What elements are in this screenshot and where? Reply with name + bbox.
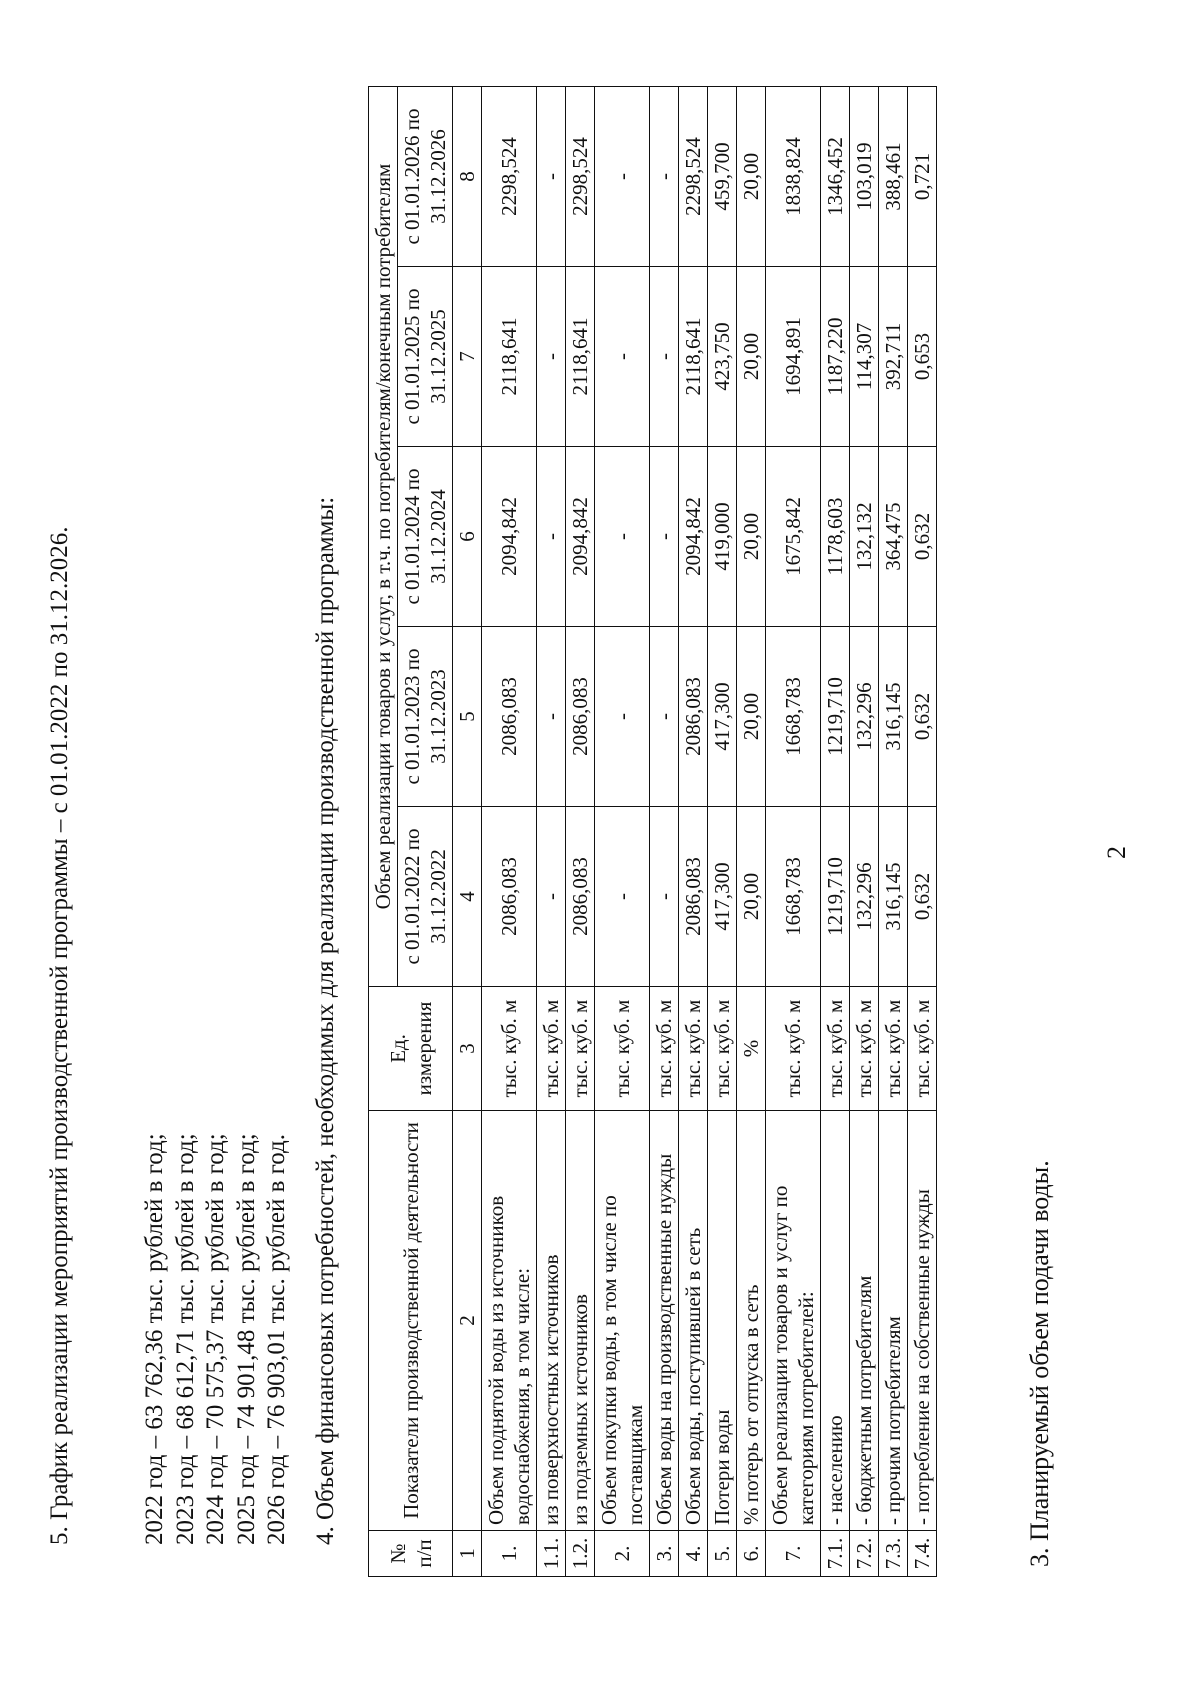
row-unit: % bbox=[737, 987, 766, 1111]
row-value: 2094,842 bbox=[679, 447, 708, 627]
row-value: 132,296 bbox=[850, 807, 879, 987]
row-value: - bbox=[595, 267, 650, 447]
table-row bbox=[482, 87, 537, 1577]
row-value: - bbox=[650, 447, 679, 627]
row-indicator: Объем поднятой воды из источников водоснабжения, в том числе: bbox=[482, 1111, 537, 1531]
table-row bbox=[850, 87, 879, 1577]
row-indicator: из подземных источников bbox=[566, 1111, 595, 1531]
row-indicator: Объем воды на производственные нужды bbox=[650, 1111, 679, 1531]
row-unit: тыс. куб. м bbox=[679, 987, 708, 1111]
row-value: 316,145 bbox=[879, 627, 908, 807]
row-unit: тыс. куб. м bbox=[850, 987, 879, 1111]
page-number: 2 bbox=[1102, 846, 1131, 859]
table-row bbox=[566, 87, 595, 1577]
row-value: - bbox=[537, 627, 566, 807]
table-header-row bbox=[369, 87, 398, 1577]
row-value: 2118,641 bbox=[679, 267, 708, 447]
row-value: - bbox=[650, 267, 679, 447]
col-number: 5 bbox=[453, 627, 482, 807]
row-value: 20,00 bbox=[737, 807, 766, 987]
row-unit: тыс. куб. м bbox=[879, 987, 908, 1111]
row-value: 459,700 bbox=[708, 87, 737, 267]
row-value: 2086,083 bbox=[482, 627, 537, 807]
row-indicator: - прочим потребителям bbox=[879, 1111, 908, 1531]
row-value: 114,307 bbox=[850, 267, 879, 447]
section-3-title: 3. Планируемый объем подачи воды. bbox=[1025, 1160, 1054, 1567]
header-period: с 01.01.2024 по 31.12.2024 bbox=[398, 447, 453, 627]
row-number: 5. bbox=[708, 1531, 737, 1577]
row-value: 103,019 bbox=[850, 87, 879, 267]
row-number: 7.2. bbox=[850, 1531, 879, 1577]
row-indicator: Объем покупки воды, в том числе по поставщикам bbox=[595, 1111, 650, 1531]
row-value: 0,632 bbox=[908, 447, 937, 627]
header-group: Объем реализации товаров и услуг, в т.ч. по потребителям/конечным потребителям bbox=[369, 87, 398, 987]
row-value: 1178,603 bbox=[821, 447, 850, 627]
header-unit: Ед. измерения bbox=[369, 987, 453, 1111]
table-row bbox=[650, 87, 679, 1577]
row-value: - bbox=[595, 447, 650, 627]
row-unit: тыс. куб. м bbox=[650, 987, 679, 1111]
water-supply-table bbox=[368, 86, 937, 1577]
row-value: 417,300 bbox=[708, 627, 737, 807]
row-value: 132,296 bbox=[850, 627, 879, 807]
row-value: 1694,891 bbox=[766, 267, 821, 447]
row-unit: тыс. куб. м bbox=[708, 987, 737, 1111]
row-unit: тыс. куб. м bbox=[766, 987, 821, 1111]
table-body bbox=[482, 87, 937, 1577]
row-value: - bbox=[595, 807, 650, 987]
row-number: 1.1. bbox=[537, 1531, 566, 1577]
row-number: 6. bbox=[737, 1531, 766, 1577]
header-indicator: Показатели производственной деятельности bbox=[369, 1111, 453, 1531]
row-value: 20,00 bbox=[737, 87, 766, 267]
row-indicator: - потребление на собственные нужды bbox=[908, 1111, 937, 1531]
row-value: 417,300 bbox=[708, 807, 737, 987]
header-period: с 01.01.2023 по 31.12.2023 bbox=[398, 627, 453, 807]
row-value: 1675,842 bbox=[766, 447, 821, 627]
row-unit: тыс. куб. м bbox=[908, 987, 937, 1111]
row-value: - bbox=[595, 627, 650, 807]
table-row bbox=[908, 87, 937, 1577]
row-indicator: Объем воды, поступившей в сеть bbox=[679, 1111, 708, 1531]
row-value: 2118,641 bbox=[566, 267, 595, 447]
row-value: 1838,824 bbox=[766, 87, 821, 267]
row-value: 1346,452 bbox=[821, 87, 850, 267]
row-value: 132,132 bbox=[850, 447, 879, 627]
financial-need-line: 2025 год – 74 901,48 тыс. рублей в год; bbox=[232, 1133, 260, 1545]
col-number: 4 bbox=[453, 807, 482, 987]
row-indicator: из поверхностных источников bbox=[537, 1111, 566, 1531]
row-value: 2086,083 bbox=[566, 627, 595, 807]
row-indicator: % потерь от отпуска в сеть bbox=[737, 1111, 766, 1531]
row-value: 2118,641 bbox=[482, 267, 537, 447]
header-num: № п/п bbox=[369, 1531, 453, 1577]
row-value: 419,000 bbox=[708, 447, 737, 627]
row-value: 0,632 bbox=[908, 627, 937, 807]
row-value: - bbox=[537, 447, 566, 627]
row-value: 2086,083 bbox=[679, 807, 708, 987]
row-value: 392,711 bbox=[879, 267, 908, 447]
row-number: 1. bbox=[482, 1531, 537, 1577]
row-value: 0,721 bbox=[908, 87, 937, 267]
row-value: 2086,083 bbox=[679, 627, 708, 807]
financial-need-line: 2022 год – 63 762,36 тыс. рублей в год; bbox=[141, 1133, 168, 1545]
table-row bbox=[679, 87, 708, 1577]
row-value: - bbox=[537, 267, 566, 447]
row-value: 20,00 bbox=[737, 267, 766, 447]
row-indicator: Потери воды bbox=[708, 1111, 737, 1531]
row-indicator: - населению bbox=[821, 1111, 850, 1531]
table-row bbox=[737, 87, 766, 1577]
row-unit: тыс. куб. м bbox=[482, 987, 537, 1111]
row-value: 20,00 bbox=[737, 447, 766, 627]
col-number: 3 bbox=[453, 987, 482, 1111]
row-indicator: Объем реализации товаров и услуг по категориям потребителей: bbox=[766, 1111, 821, 1531]
row-number: 3. bbox=[650, 1531, 679, 1577]
row-value: 0,632 bbox=[908, 807, 937, 987]
row-unit: тыс. куб. м bbox=[821, 987, 850, 1111]
row-value: 2086,083 bbox=[482, 807, 537, 987]
row-value: 2298,524 bbox=[679, 87, 708, 267]
table-row bbox=[595, 87, 650, 1577]
row-value: 2094,842 bbox=[482, 447, 537, 627]
row-number: 7.4. bbox=[908, 1531, 937, 1577]
row-number: 2. bbox=[595, 1531, 650, 1577]
row-value: - bbox=[650, 807, 679, 987]
table-row bbox=[766, 87, 821, 1577]
row-number: 4. bbox=[679, 1531, 708, 1577]
row-number: 7.3. bbox=[879, 1531, 908, 1577]
row-unit: тыс. куб. м bbox=[537, 987, 566, 1111]
row-number: 7. bbox=[766, 1531, 821, 1577]
table-row bbox=[708, 87, 737, 1577]
table-row bbox=[879, 87, 908, 1577]
table-row bbox=[821, 87, 850, 1577]
financial-need-line: 2023 год – 68 612,71 тыс. рублей в год; bbox=[171, 1133, 199, 1545]
table-row bbox=[537, 87, 566, 1577]
row-indicator: - бюджетным потребителям bbox=[850, 1111, 879, 1531]
row-value: 20,00 bbox=[737, 627, 766, 807]
col-number: 1 bbox=[453, 1531, 482, 1577]
row-value: 316,145 bbox=[879, 807, 908, 987]
row-value: - bbox=[650, 87, 679, 267]
row-value: 2298,524 bbox=[482, 87, 537, 267]
col-number: 6 bbox=[453, 447, 482, 627]
row-value: 2086,083 bbox=[566, 807, 595, 987]
header-period: с 01.01.2022 по 31.12.2022 bbox=[398, 807, 453, 987]
row-value: - bbox=[650, 627, 679, 807]
col-number: 8 bbox=[453, 87, 482, 267]
header-period: с 01.01.2025 по 31.12.2025 bbox=[398, 267, 453, 447]
row-value: 0,653 bbox=[908, 267, 937, 447]
row-value: 388,461 bbox=[879, 87, 908, 267]
header-period: с 01.01.2026 по 31.12.2026 bbox=[398, 87, 453, 267]
section-5-text: 5. График реализации мероприятий производственной программы – с 01.01.2022 по 31.12.2026. bbox=[46, 526, 73, 1545]
row-value: 1219,710 bbox=[821, 627, 850, 807]
row-value: 364,475 bbox=[879, 447, 908, 627]
row-value: 1219,710 bbox=[821, 807, 850, 987]
financial-need-line: 2024 год – 70 575,37 тыс. рублей в год; bbox=[202, 1133, 229, 1545]
financial-needs-list bbox=[140, 1133, 293, 1545]
col-number: 7 bbox=[453, 267, 482, 447]
row-value: 2298,524 bbox=[566, 87, 595, 267]
row-value: - bbox=[537, 87, 566, 267]
row-unit: тыс. куб. м bbox=[595, 987, 650, 1111]
row-value: 1187,220 bbox=[821, 267, 850, 447]
row-value: - bbox=[537, 807, 566, 987]
row-number: 1.2. bbox=[566, 1531, 595, 1577]
row-value: - bbox=[595, 87, 650, 267]
section-4-title: 4. Объем финансовых потребностей, необходимых для реализации производственной программы: bbox=[312, 496, 339, 1545]
row-value: 2094,842 bbox=[566, 447, 595, 627]
row-value: 1668,783 bbox=[766, 627, 821, 807]
financial-need-line: 2026 год – 76 903,01 тыс. рублей в год. bbox=[263, 1133, 290, 1545]
col-number: 2 bbox=[453, 1111, 482, 1531]
row-unit: тыс. куб. м bbox=[566, 987, 595, 1111]
row-number: 7.1. bbox=[821, 1531, 850, 1577]
row-value: 1668,783 bbox=[766, 807, 821, 987]
table-col-number-row bbox=[453, 87, 482, 1577]
row-value: 423,750 bbox=[708, 267, 737, 447]
